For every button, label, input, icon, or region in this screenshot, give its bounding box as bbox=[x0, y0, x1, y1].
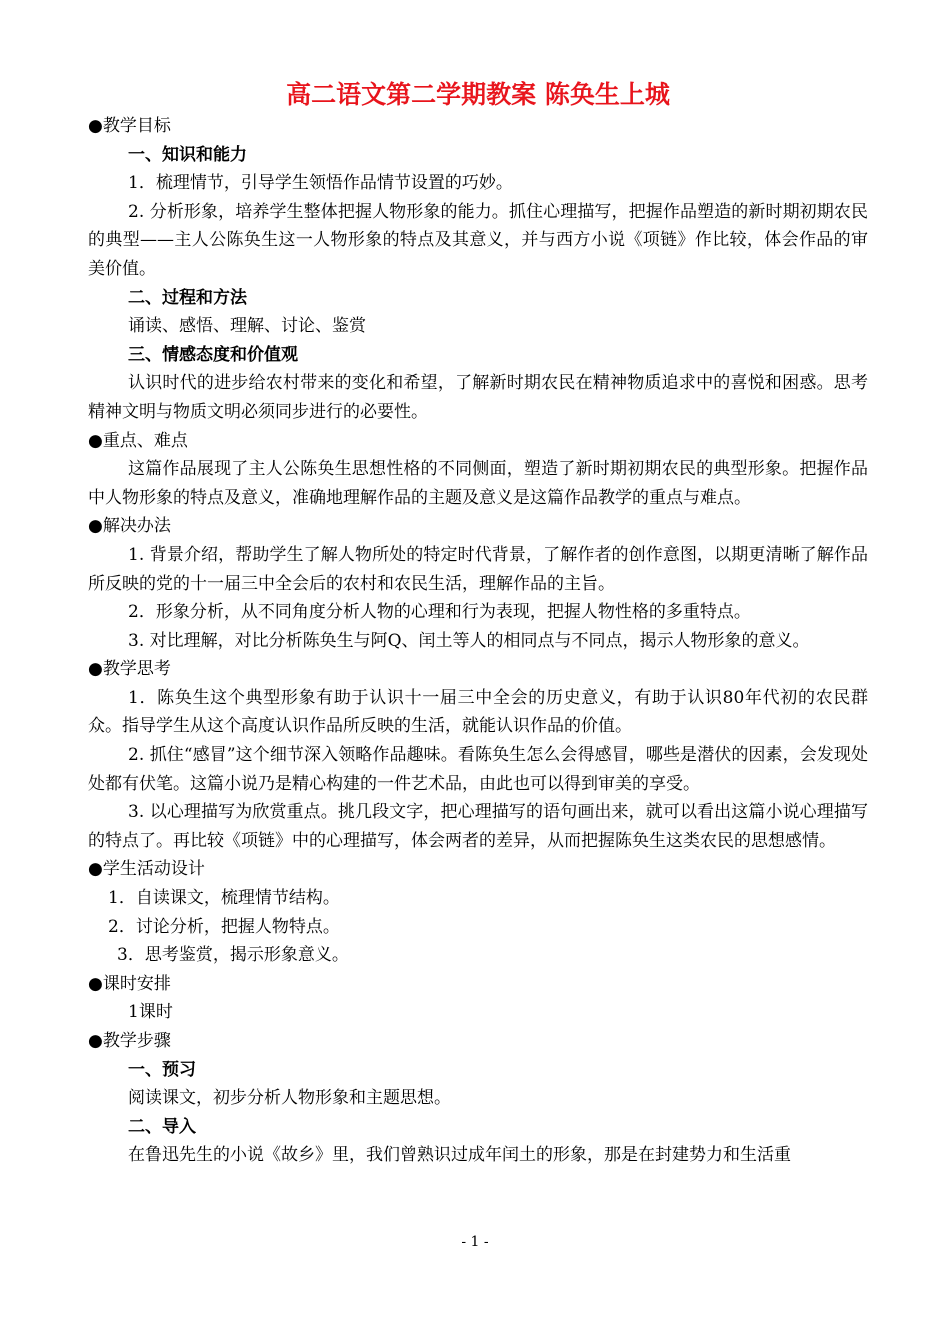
section-heading-reflection: ●教学思考 bbox=[88, 659, 171, 680]
subheading-preview: 一、预习 bbox=[128, 1059, 196, 1080]
subheading-knowledge: 一、知识和能力 bbox=[128, 144, 247, 165]
section-heading-goals: ●教学目标 bbox=[88, 116, 171, 136]
list-item: 2．讨论分析，把握人物特点。 bbox=[108, 916, 340, 937]
paragraph: 1．陈奂生这个典型形象有助于认识十一届三中全会的历史意义，有助于认识80年代初的农民群众。指导学生从这个高度认识作品所反映的生活，就能认识作品的价值。 bbox=[88, 687, 868, 737]
list-item: 1．自读课文，梳理情节结构。 bbox=[108, 888, 340, 909]
subheading-values: 三、情感态度和价值观 bbox=[128, 344, 298, 365]
paragraph: 1．梳理情节，引导学生领悟作品情节设置的巧妙。 bbox=[128, 173, 513, 194]
paragraph: 1课时 bbox=[128, 1002, 173, 1023]
paragraph: 认识时代的进步给农村带来的变化和希望，了解新时期农民在精神物质追求中的喜悦和困惑。思考精神文明与物质文明必须同步进行的必要性。 bbox=[88, 373, 868, 422]
section-heading-focus: ●重点、难点 bbox=[88, 430, 188, 451]
paragraph: 这篇作品展现了主人公陈奂生思想性格的不同侧面，塑造了新时期初期农民的典型形象。把握作品中人物形象的特点及意义，准确地理解作品的主题及意义是这篇作品教学的重点与难点。 bbox=[88, 459, 868, 508]
paragraph: 3. 对比理解，对比分析陈奂生与阿Q、闰土等人的相同点与不同点，揭示人物形象的意义。 bbox=[128, 630, 810, 651]
paragraph: 2．形象分析，从不同角度分析人物的心理和行为表现，把握人物性格的多重特点。 bbox=[128, 602, 751, 623]
document-page bbox=[88, 78, 868, 1170]
page-number: - 1 - bbox=[461, 1234, 489, 1250]
list-item: 3．思考鉴赏，揭示形象意义。 bbox=[117, 945, 349, 966]
paragraph: 在鲁迅先生的小说《故乡》里，我们曾熟识过成年闰土的形象，那是在封建势力和生活重 bbox=[128, 1145, 791, 1166]
subheading-process: 二、过程和方法 bbox=[128, 287, 247, 308]
section-heading-steps: ●教学步骤 bbox=[88, 1031, 171, 1051]
paragraph: 3. 以心理描写为欣赏重点。挑几段文字，把心理描写的语句画出来，就可以看出这篇小说心理描写的特点了。再比较《项链》中的心理描写，体会两者的差异，从而把握陈奂生这类农民的思想感情。 bbox=[88, 802, 868, 851]
section-heading-activities: ●学生活动设计 bbox=[88, 859, 205, 880]
paragraph: 诵读、感悟、理解、讨论、鉴赏 bbox=[128, 316, 366, 337]
subheading-intro: 二、导入 bbox=[128, 1116, 196, 1137]
paragraph: 2. 分析形象，培养学生整体把握人物形象的能力。抓住心理描写，把握作品塑造的新时期初期农民的典型——主人公陈奂生这一人物形象的特点及其意义，并与西方小说《项链》作比较，体会作品的审美价值。 bbox=[88, 201, 868, 279]
section-heading-solutions: ●解决办法 bbox=[88, 516, 171, 537]
paragraph: 2. 抓住“感冒”这个细节深入领略作品趣味。看陈奂生怎么会得感冒，哪些是潜伏的因素，会发现处处都有伏笔。这篇小说乃是精心构建的一件艺术品，由此也可以得到审美的享受。 bbox=[88, 745, 868, 794]
paragraph: 阅读课文，初步分析人物形象和主题思想。 bbox=[128, 1088, 451, 1109]
paragraph: 1. 背景介绍，帮助学生了解人物所处的特定时代背景，了解作者的创作意图，以期更清晰了解作品所反映的党的十一届三中全会后的农村和农民生活，理解作品的主旨。 bbox=[88, 544, 868, 594]
section-heading-schedule: ●课时安排 bbox=[88, 973, 171, 994]
document-title: 高二语文第二学期教案 陈奂生上城 bbox=[286, 80, 670, 109]
